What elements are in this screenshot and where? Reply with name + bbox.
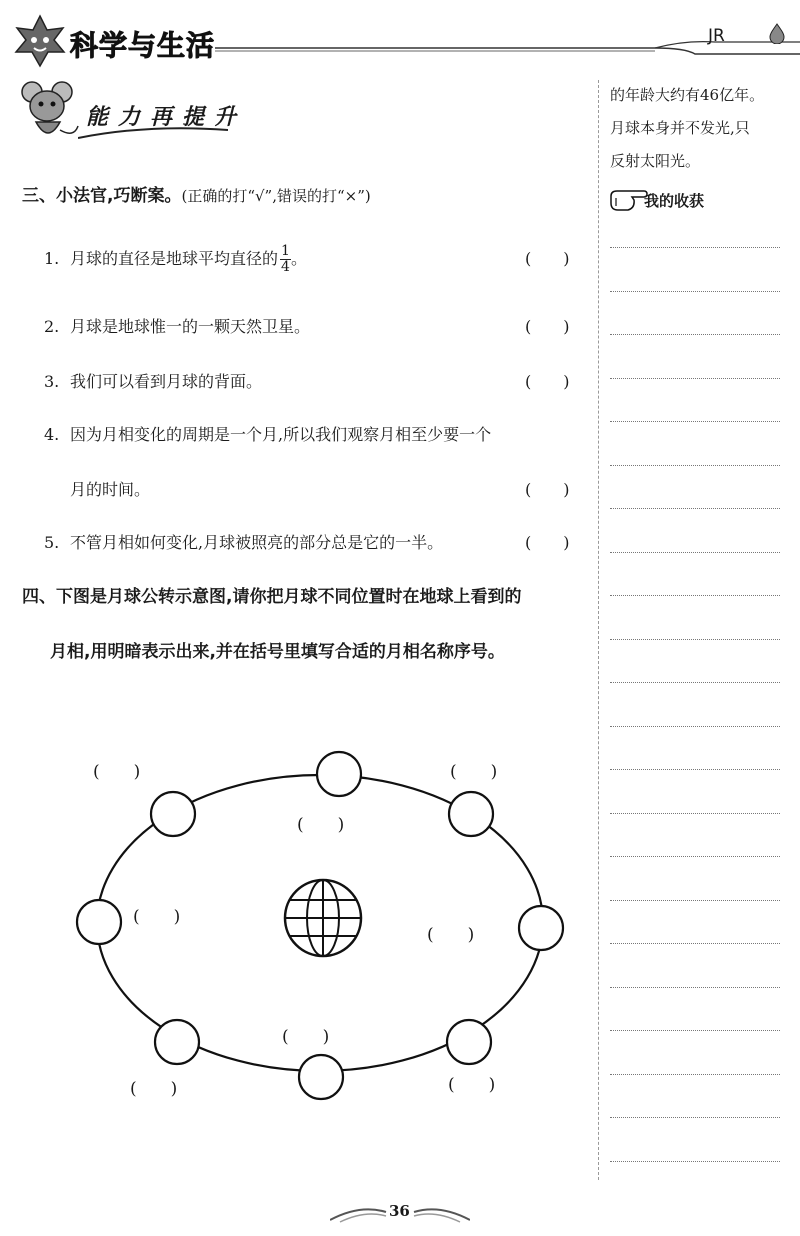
q4-title-line1: 四、下图是月球公转示意图,请你把月球不同位置时在地球上看到的 <box>22 587 522 607</box>
item-number: 5. <box>44 533 60 552</box>
diagram-blank-outer-top-left[interactable]: ( ) <box>93 762 141 782</box>
note-line[interactable] <box>610 378 780 379</box>
note-line[interactable] <box>610 987 780 988</box>
diagram-blank-inner-bottom[interactable]: ( ) <box>282 1027 330 1047</box>
moon-position-bottom-right <box>447 1020 491 1064</box>
note-line[interactable] <box>610 900 780 901</box>
edition-code: JR <box>708 26 725 46</box>
item-text: 月球的直径是地球平均直径的 <box>70 249 279 268</box>
pointing-hand-icon <box>608 188 648 214</box>
note-line[interactable] <box>610 1117 780 1118</box>
drop-icon <box>766 22 788 44</box>
section-banner: 能力再提升 <box>86 104 247 130</box>
note-line[interactable] <box>610 595 780 596</box>
answer-blank-3[interactable]: ( ) <box>525 372 570 391</box>
item-number: 2. <box>44 317 60 336</box>
note-line[interactable] <box>610 813 780 814</box>
harvest-title: 我的收获 <box>644 192 705 210</box>
q3-item-1: 1. 月球的直径是地球平均直径的 $\frac{1}{4}$ 。 <box>44 243 307 275</box>
item-number: 1. <box>44 249 60 268</box>
note-line[interactable] <box>610 1074 780 1075</box>
note-line[interactable] <box>610 465 780 466</box>
moon-position-top-left <box>151 792 195 836</box>
q3-item-5 <box>44 530 443 553</box>
note-line[interactable] <box>610 943 780 944</box>
diagram-blank-outer-bottom-left[interactable]: ( ) <box>130 1079 178 1099</box>
moon-position-top <box>317 752 361 796</box>
banner-swoosh <box>78 122 228 142</box>
answer-blank-4[interactable]: ( ) <box>525 480 570 499</box>
item-text: 不管月相如何变化,月球被照亮的部分总是它的一半。 <box>70 533 444 552</box>
item-number: 4. <box>44 425 60 444</box>
q3-item-3 <box>44 369 262 392</box>
q3-title <box>22 181 371 206</box>
q3-item-2 <box>44 314 310 337</box>
note-line[interactable] <box>610 769 780 770</box>
diagram-blank-inner-top[interactable]: ( ) <box>297 815 345 835</box>
moon-position-left <box>77 900 121 944</box>
note-line[interactable] <box>610 1161 780 1162</box>
item-text: 我们可以看到月球的背面。 <box>70 372 263 391</box>
q3-instruction: (正确的打“√”,错误的打“×”) <box>181 187 371 205</box>
earth-globe-icon <box>285 880 361 956</box>
note-line[interactable] <box>610 552 780 553</box>
moon-position-top-right <box>449 792 493 836</box>
item-number: 3. <box>44 372 60 391</box>
answer-blank-2[interactable]: ( ) <box>525 317 570 336</box>
mouse-mascot-icon <box>14 78 84 148</box>
side-text-line-3: 反射太阳光。 <box>610 152 701 170</box>
answer-blank-1[interactable]: ( ) <box>525 249 570 268</box>
moon-position-right <box>519 906 563 950</box>
moon-position-bottom <box>299 1055 343 1099</box>
note-line[interactable] <box>610 291 780 292</box>
column-divider <box>598 80 599 1180</box>
page-number: 36 <box>389 1202 410 1220</box>
side-text-line-1: 的年龄大约有46亿年。 <box>610 86 765 104</box>
note-line[interactable] <box>610 508 780 509</box>
item-text: 月球是地球惟一的一颗天然卫星。 <box>70 317 311 336</box>
diagram-blank-inner-left[interactable]: ( ) <box>133 907 181 927</box>
item-text: 因为月相变化的周期是一个月,所以我们观察月相至少要一个 <box>70 425 492 444</box>
fraction: $\frac{1}{4}$ <box>281 243 290 275</box>
note-line[interactable] <box>610 856 780 857</box>
moon-position-bottom-left <box>155 1020 199 1064</box>
note-line[interactable] <box>610 726 780 727</box>
note-line[interactable] <box>610 639 780 640</box>
mascot-logo-icon <box>8 12 72 72</box>
side-text-line-2: 月球本身并不发光,只 <box>610 119 750 137</box>
note-line[interactable] <box>610 247 780 248</box>
diagram-blank-inner-right[interactable]: ( ) <box>427 925 475 945</box>
diagram-blank-outer-top-right[interactable]: ( ) <box>450 762 498 782</box>
q3-item-4-cont: 月的时间。 <box>70 480 151 499</box>
note-line[interactable] <box>610 421 780 422</box>
q3-item-4 <box>44 422 491 445</box>
note-line[interactable] <box>610 682 780 683</box>
q4-title-line2: 月相,用明暗表示出来,并在括号里填写合适的月相名称序号。 <box>50 642 505 662</box>
answer-blank-5[interactable]: ( ) <box>525 533 570 552</box>
series-title: 科学与生活 <box>70 29 216 62</box>
q3-heading-text: 三、小法官,巧断案。 <box>22 186 182 206</box>
diagram-blank-outer-bottom-right[interactable]: ( ) <box>448 1075 496 1095</box>
note-line[interactable] <box>610 1030 780 1031</box>
note-line[interactable] <box>610 334 780 335</box>
